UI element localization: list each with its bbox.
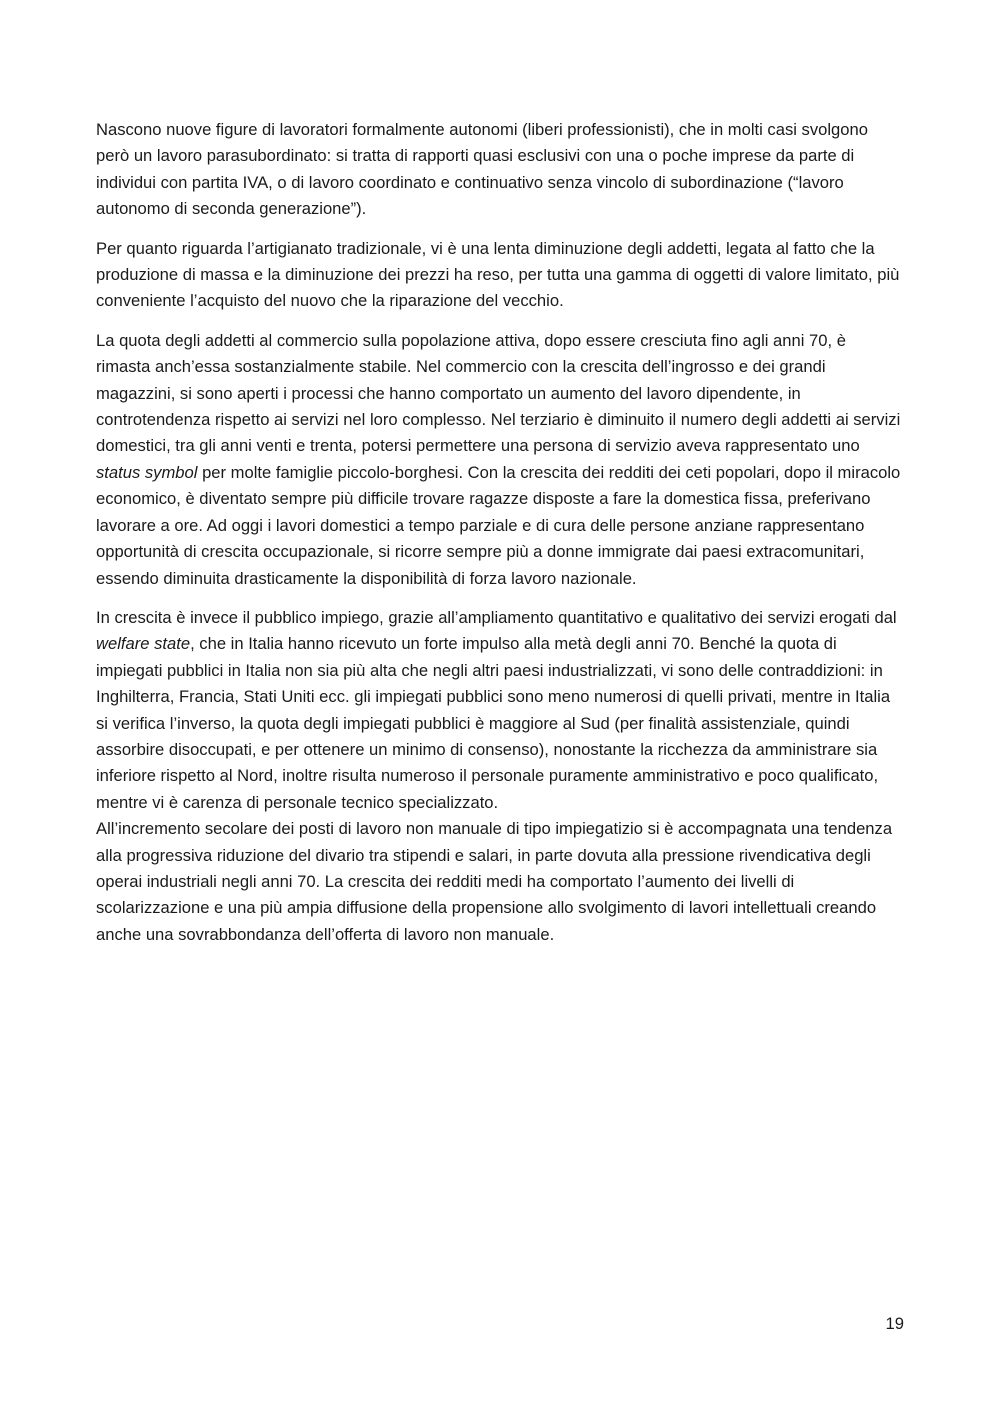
italic-term: status symbol [96, 462, 198, 482]
page-number: 19 [885, 1314, 904, 1333]
italic-term: welfare state [96, 634, 191, 654]
paragraph [96, 236, 904, 315]
paragraph [96, 605, 904, 816]
paragraph [96, 328, 904, 592]
paragraph [96, 816, 904, 948]
text-run: All’incremento secolare dei posti di lavoro non manuale di tipo impiegatizio si è accompagnata una tendenza alla progressiva riduzione del divario tra stipendi e salari, in parte dovuta alla pressione rivendicativa degli operai industriali negli anni 70. La crescita dei redditi medi ha comportato l’aumento dei livelli di scolarizzazione e una più ampia diffusione della propensione allo svolgimento di lavori intellettuali creando anche una sovrabbondanza dell’offerta di lavoro non manuale. [96, 819, 893, 944]
text-run: , che in Italia hanno ricevuto un forte impulso alla metà degli anni 70. Benché la quota di impiegati pubblici in Italia non sia più alta che negli altri paesi industrializzati, vi sono delle contraddizioni: in Inghilterra, Francia, Stati Uniti ecc. gli impiegati pubblici sono meno numerosi di quelli privati, mentre in Italia si verifica l’inverso, la quota degli impiegati pubblici è maggiore al Sud (per finalità assistenziale, quindi assorbire disoccupati, e per ottenere un minimo di consenso), nonostante la ricchezza da amministrare sia inferiore rispetto al Nord, inoltre risulta numeroso il personale puramente amministrativo e poco qualificato, mentre vi è carenza di personale tecnico specializzato. [96, 634, 891, 812]
text-run: La quota degli addetti al commercio sulla popolazione attiva, dopo essere cresciuta fino agli anni 70, è rimasta anch’essa sostanzialmente stabile. Nel commercio con la crescita dell’ingrosso e dei grandi magazzini, si sono aperti i processi che hanno comportato un aumento del lavoro dipendente, in controtendenza rispetto ai servizi nel loro complesso. Nel terziario è diminuito il numero degli addetti ai servizi domestici, tra gli anni venti e trenta, potersi permettere una persona di servizio aveva rappresentato uno [96, 330, 901, 456]
text-run: In crescita è invece il pubblico impiego, grazie all’ampliamento quantitativo e qualitativo dei servizi erogati dal [96, 607, 897, 627]
paragraph [96, 117, 904, 223]
text-run: Per quanto riguarda l’artigianato tradizionale, vi è una lenta diminuzione degli addetti, legata al fatto che la produzione di massa e la diminuzione dei prezzi ha reso, per tutta una gamma di oggetti di valore limitato, più conveniente l’acquisto del nuovo che la riparazione del vecchio. [96, 238, 900, 311]
page-body [96, 117, 904, 961]
text-run: Nascono nuove figure di lavoratori formalmente autonomi (liberi professionisti), che in molti casi svolgono però un lavoro parasubordinato: si tratta di rapporti quasi esclusivi con una o poche imprese da parte di individui con partita IVA, o di lavoro coordinato e continuativo senza vincolo di subordinazione (“lavoro autonomo di seconda generazione”). [96, 120, 868, 219]
text-run: per molte famiglie piccolo-borghesi. Con la crescita dei redditi dei ceti popolari, dopo il miracolo economico, è diventato sempre più difficile trovare ragazze disposte a fare la domestica fissa, preferivano lavorare a ore. Ad oggi i lavori domestici a tempo parziale e di cura delle persone anziane rappresentano opportunità di crescita occupazionale, si ricorre sempre più a donne immigrate dai paesi extracomunitari, essendo diminuita drasticamente la disponibilità di forza lavoro nazionale. [96, 462, 901, 588]
